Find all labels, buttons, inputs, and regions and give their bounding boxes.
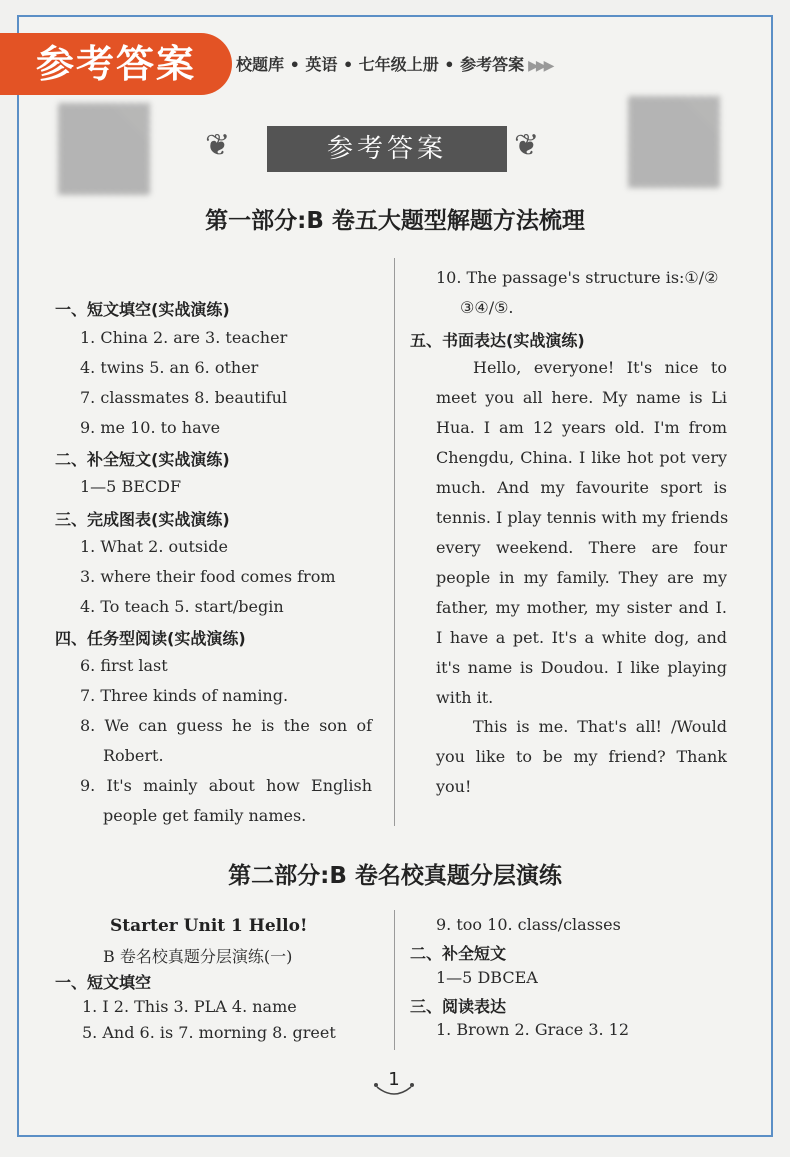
list-item: 6. first last — [80, 656, 168, 675]
page-number-text: 1 — [388, 1069, 400, 1090]
list-item: 7. Three kinds of naming. — [80, 686, 289, 705]
list-item: 1—5 DBCEA — [436, 968, 538, 987]
list-item: 1—5 BECDF — [80, 477, 182, 496]
p2-s1-heading: 一、短文填空 — [55, 973, 152, 992]
list-item: 8. We can guess he is the son of — [80, 716, 372, 735]
p1-s2-heading: 二、补全短文(实战演练) — [55, 450, 230, 469]
essay-line: Hua. I am 12 years old. I'm from — [436, 418, 727, 437]
list-item: 1. I 2. This 3. PLA 4. name — [82, 997, 297, 1016]
part2-title: 第二部分:B 卷名校真题分层演练 — [228, 863, 562, 889]
essay-line: with it. — [436, 688, 494, 707]
essay-line: meet you all here. My name is Li — [436, 388, 727, 407]
list-item: people get family names. — [103, 806, 307, 825]
essay-line: father, my mother, my sister and I. — [436, 598, 727, 617]
essay-line: you like to be my friend? Thank — [436, 747, 727, 766]
list-item: 4. twins 5. an 6. other — [80, 358, 259, 377]
list-item: ③④/⑤. — [460, 298, 514, 317]
flourish-right-icon: ❦ — [514, 128, 540, 163]
column-divider — [394, 258, 395, 826]
essay-line: This is me. That's all! /Would — [473, 717, 727, 736]
page-number — [371, 1057, 417, 1103]
p1-s4-heading: 四、任务型阅读(实战演练) — [55, 629, 246, 648]
list-item: 3. where their food comes from — [80, 567, 336, 586]
qr-code-right-icon — [628, 96, 720, 188]
list-item: 9. too 10. class/classes — [436, 915, 621, 934]
part1-title: 第一部分:B 卷五大题型解题方法梳理 — [205, 208, 585, 234]
list-item: 1. What 2. outside — [80, 537, 228, 556]
answer-badge: 参考答案 — [0, 33, 232, 95]
list-item: 9. It's mainly about how English — [80, 776, 372, 795]
running-header — [236, 52, 551, 75]
p1-s1-heading: 一、短文填空(实战演练) — [55, 300, 230, 319]
essay-line: I have a pet. It's a white dog, and — [436, 628, 727, 647]
unit-title: Starter Unit 1 Hello! — [110, 916, 308, 936]
column-divider — [394, 910, 395, 1050]
list-item: 10. The passage's structure is:①/② — [436, 268, 719, 287]
list-item: 5. And 6. is 7. morning 8. greet — [82, 1023, 336, 1042]
header-text: 校题库 • 英语 • 七年级上册 • 参考答案 — [236, 55, 525, 74]
list-item: 9. me 10. to have — [80, 418, 221, 437]
qr-code-left-icon — [58, 103, 150, 195]
p1-s3-heading: 三、完成图表(实战演练) — [55, 510, 230, 529]
title-banner: 参考答案 — [267, 126, 507, 172]
essay-line: you! — [436, 777, 472, 796]
list-item: 1. Brown 2. Grace 3. 12 — [436, 1020, 630, 1039]
p1-s5-heading: 五、书面表达(实战演练) — [410, 331, 585, 350]
arrows-icon: ▶▶▶ — [528, 58, 552, 74]
list-item: 1. China 2. are 3. teacher — [80, 328, 288, 347]
flourish-left-icon: ❦ — [205, 128, 231, 163]
list-item: 4. To teach 5. start/begin — [80, 597, 284, 616]
essay-line: people in my family. They are my — [436, 568, 727, 587]
subtitle: B 卷名校真题分层演练(一) — [103, 947, 293, 966]
p2-s2-heading: 二、补全短文 — [410, 944, 507, 963]
list-item: 7. classmates 8. beautiful — [80, 388, 288, 407]
essay-line: it's name is Doudou. I like playing — [436, 658, 727, 677]
list-item: Robert. — [103, 746, 164, 765]
p2-s3-heading: 三、阅读表达 — [410, 997, 507, 1016]
essay-line: every weekend. There are four — [436, 538, 727, 557]
essay-line: tennis. I play tennis with my friends — [436, 508, 729, 527]
essay-line: much. And my favourite sport is — [436, 478, 727, 497]
essay-line: Chengdu, China. I like hot pot very — [436, 448, 727, 467]
essay-line: Hello, everyone! It's nice to — [473, 358, 727, 377]
page-number-ornament-icon — [371, 1057, 417, 1103]
